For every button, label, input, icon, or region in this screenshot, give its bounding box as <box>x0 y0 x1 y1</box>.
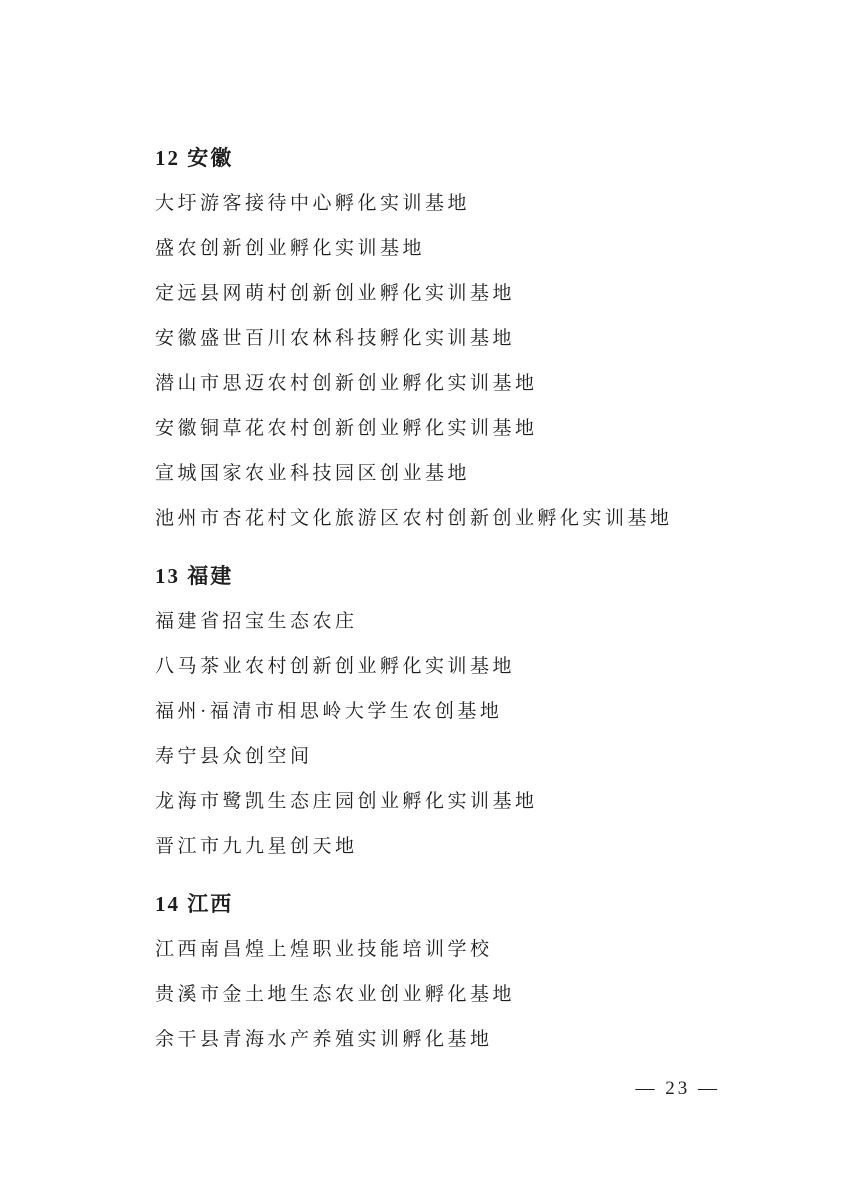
list-item: 福州·福清市相思岭大学生农创基地 <box>155 701 503 722</box>
list-item: 晋江市九九星创天地 <box>155 836 358 857</box>
list-item: 池州市杏花村文化旅游区农村创新创业孵化实训基地 <box>155 508 673 529</box>
list-item: 宣城国家农业科技园区创业基地 <box>155 463 471 484</box>
list-item: 龙海市鹭凯生态庄园创业孵化实训基地 <box>155 791 538 812</box>
list-item: 盛农创新创业孵化实训基地 <box>155 238 426 259</box>
list-item: 定远县网萌村创新创业孵化实训基地 <box>155 283 516 304</box>
section-heading-anhui: 12 安徽 <box>155 146 234 170</box>
list-item: 潜山市思迈农村创新创业孵化实训基地 <box>155 373 538 394</box>
list-item: 安徽盛世百川农林科技孵化实训基地 <box>155 328 516 349</box>
list-item: 贵溪市金土地生态农业创业孵化基地 <box>155 984 516 1005</box>
list-item: 大圩游客接待中心孵化实训基地 <box>155 193 471 214</box>
list-item: 福建省招宝生态农庄 <box>155 611 358 632</box>
section-anhui <box>155 136 735 541</box>
page-number: — 23 — <box>635 1078 720 1099</box>
section-heading-fujian: 13 福建 <box>155 564 234 588</box>
section-fujian <box>155 554 735 869</box>
list-item: 余干县青海水产养殖实训孵化基地 <box>155 1029 493 1050</box>
list-item: 八马茶业农村创新创业孵化实训基地 <box>155 656 516 677</box>
section-jiangxi <box>155 882 735 1062</box>
section-heading-jiangxi: 14 江西 <box>155 892 234 916</box>
list-item: 寿宁县众创空间 <box>155 746 313 767</box>
list-item: 江西南昌煌上煌职业技能培训学校 <box>155 939 493 960</box>
document-content <box>155 136 735 1062</box>
list-item: 安徽铜草花农村创新创业孵化实训基地 <box>155 418 538 439</box>
